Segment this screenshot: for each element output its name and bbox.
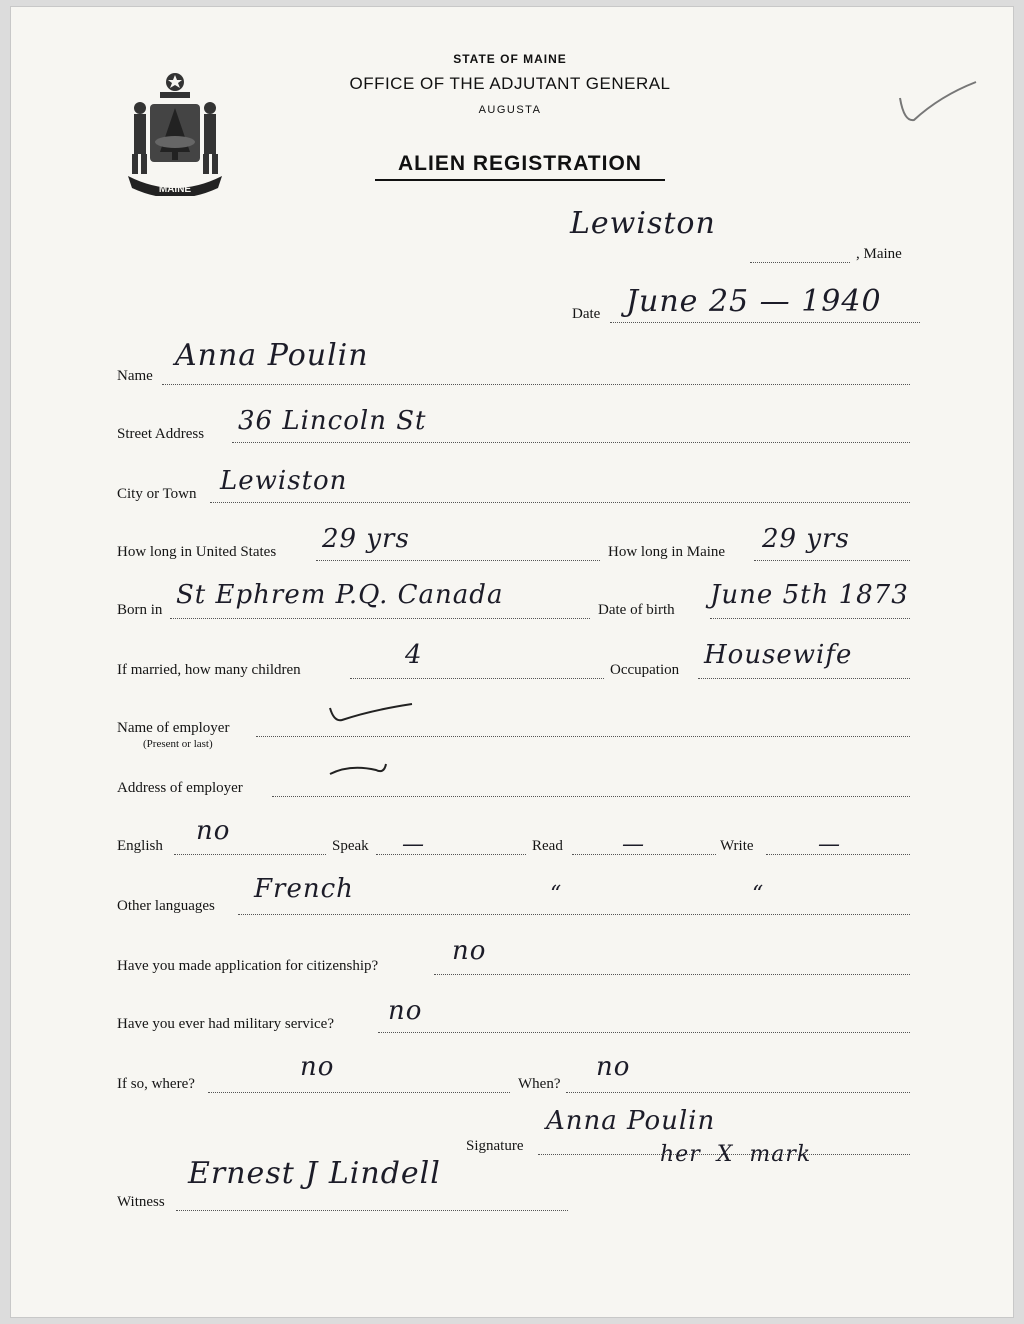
employer-dash-mark-icon [326, 698, 416, 728]
born-in-label: Born in [117, 602, 163, 618]
ditto-read-handwriting: “ [550, 882, 563, 907]
employer-label: Name of employer [117, 720, 230, 736]
signature-handwriting: Anna Poulin [546, 1106, 716, 1136]
other-languages-label: Other languages [117, 898, 215, 914]
children-handwriting: 4 [405, 640, 423, 670]
how-long-us-label: How long in United States [117, 544, 277, 560]
english-handwriting: no [196, 816, 231, 846]
name-handwriting: Anna Poulin [175, 338, 369, 373]
employer-note-label: (Present or last) [143, 738, 213, 750]
signature-label: Signature [466, 1138, 524, 1154]
city-label: City or Town [117, 486, 197, 502]
date-label: Date [572, 306, 601, 322]
military-label: Have you ever had military service? [117, 1016, 334, 1032]
header-office: OFFICE OF THE ADJUTANT GENERAL [349, 74, 671, 93]
citizenship-label: Have you made application for citizenship? [117, 958, 379, 974]
speak-handwriting: — [402, 832, 425, 857]
how-long-us-handwriting: 29 yrs [322, 524, 410, 554]
how-long-maine-handwriting: 29 yrs [762, 524, 850, 554]
street-address-handwriting: 36 Lincoln St [238, 406, 427, 436]
employer-address-dash-mark-icon [326, 758, 396, 786]
her-mark-handwriting: her X mark [660, 1142, 812, 1167]
born-in-handwriting: St Ephrem P.Q. Canada [176, 580, 504, 610]
witness-handwriting: Ernest J Lindell [188, 1156, 441, 1191]
speak-label: Speak [332, 838, 369, 854]
occupation-handwriting: Housewife [704, 640, 853, 670]
name-label: Name [117, 368, 153, 384]
write-label: Write [720, 838, 754, 854]
seal-banner-text: MAINE [158, 184, 192, 195]
where-label: If so, where? [117, 1076, 195, 1092]
header-state: STATE OF MAINE [453, 52, 567, 66]
how-long-maine-label: How long in Maine [608, 544, 726, 560]
write-handwriting: — [818, 832, 841, 857]
when-handwriting: no [596, 1052, 631, 1082]
where-handwriting: no [300, 1052, 335, 1082]
maine-suffix-label: , Maine [856, 246, 902, 262]
read-handwriting: — [622, 832, 645, 857]
english-label: English [117, 838, 163, 854]
employer-address-label: Address of employer [117, 780, 243, 796]
citizenship-handwriting: no [452, 936, 487, 966]
date-of-birth-handwriting: June 5th 1873 [710, 580, 909, 610]
occupation-label: Occupation [610, 662, 680, 678]
military-handwriting: no [388, 996, 423, 1026]
city-handwriting: Lewiston [220, 466, 348, 496]
checkmark-icon [890, 76, 990, 136]
ditto-write-handwriting: “ [752, 882, 765, 907]
registration-form [10, 6, 1014, 1318]
city-header-handwriting: Lewiston [570, 206, 716, 241]
maine-state-seal-icon [120, 68, 230, 196]
date-of-birth-label: Date of birth [598, 602, 675, 618]
other-languages-handwriting: French [254, 874, 354, 904]
when-label: When? [518, 1076, 561, 1092]
street-address-label: Street Address [117, 426, 205, 442]
children-label: If married, how many children [117, 662, 301, 678]
read-label: Read [532, 838, 563, 854]
header-city: AUGUSTA [478, 104, 542, 116]
witness-label: Witness [117, 1194, 165, 1210]
date-handwriting: June 25 — 1940 [626, 284, 882, 319]
form-title: ALIEN REGISTRATION [375, 152, 665, 181]
